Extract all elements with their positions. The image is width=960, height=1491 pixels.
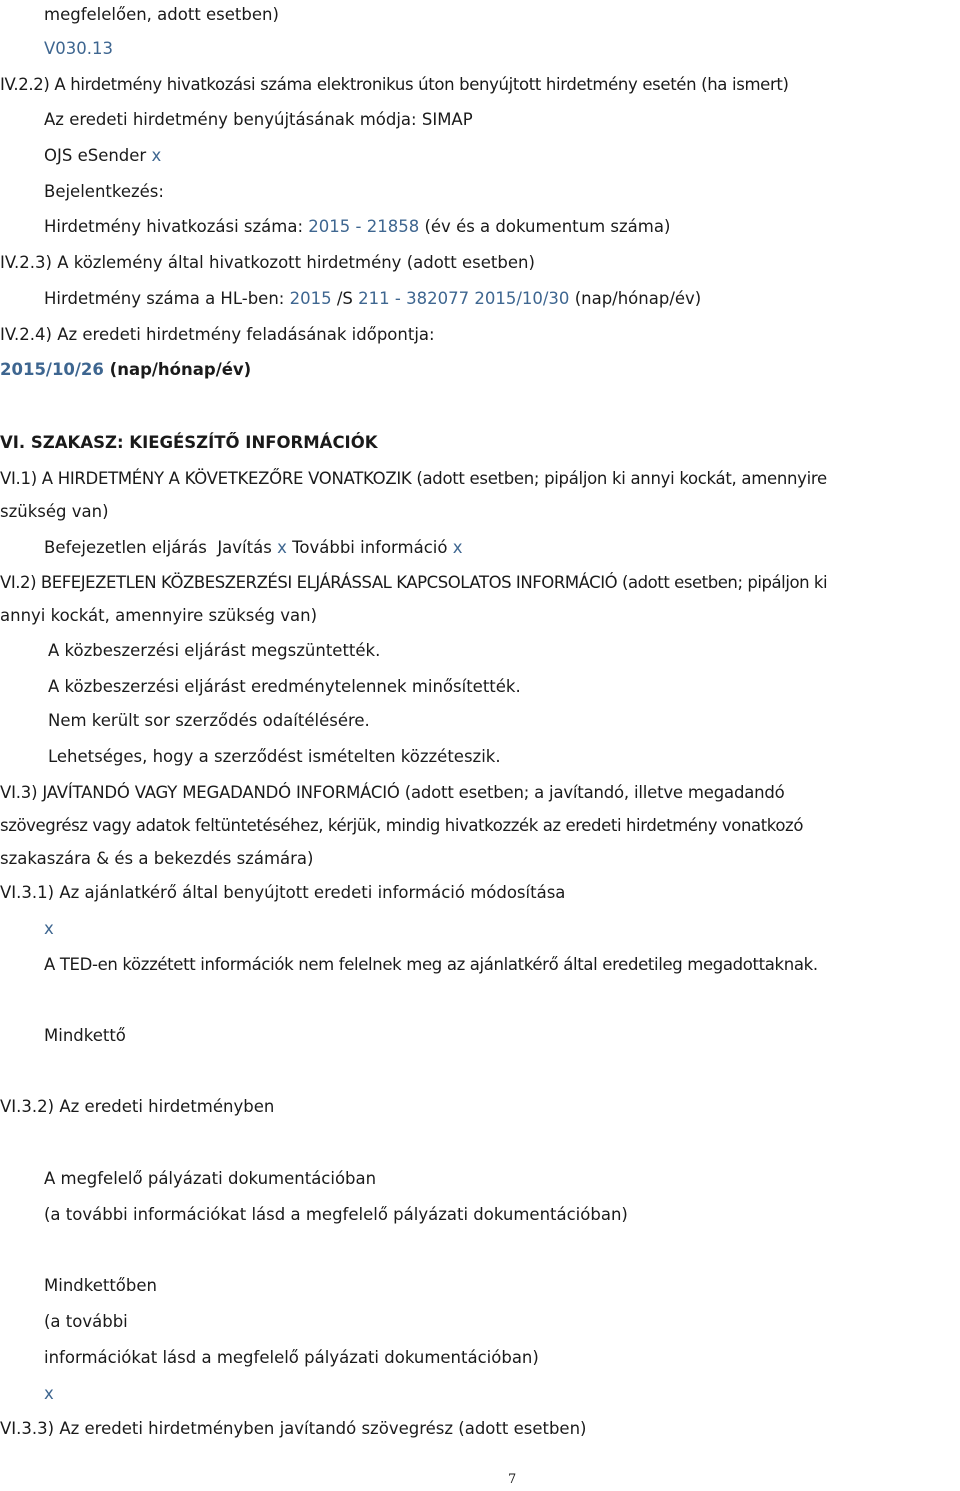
dispatch-date: 2015/10/26 xyxy=(0,360,104,379)
reference-number-label: Hirdetmény hivatkozási száma: xyxy=(44,217,304,236)
version-code: V030.13 xyxy=(44,39,114,58)
vi1-heading-line2: szükség van) xyxy=(0,502,109,521)
vi2-item: A közbeszerzési eljárást eredménytelennek minősítették. xyxy=(48,677,521,696)
oj-notice-year: 2015 xyxy=(289,289,332,308)
option-additional-info: További információ xyxy=(292,538,448,557)
vi2-item: Lehetséges, hogy a szerződést ismételten közzéteszik. xyxy=(48,747,501,766)
vi3-heading-line3: szakaszára & és a bekezdés számára) xyxy=(0,849,314,868)
oj-notice-label: Hirdetmény száma a HL-ben: xyxy=(44,289,285,308)
oj-notice-number: 211 - 382077 xyxy=(358,289,470,308)
vi32-heading: VI.3.2) Az eredeti hirdetményben xyxy=(0,1097,275,1116)
ojs-esender-label: OJS eSender xyxy=(44,146,147,165)
oj-notice-suffix: (nap/hónap/év) xyxy=(574,289,702,308)
option-correction: Javítás xyxy=(217,538,272,557)
reference-number-row xyxy=(44,216,670,238)
vi32-both-note-line2: információkat lásd a megfelelő pályázati dokumentációban) xyxy=(44,1348,539,1367)
vi33-heading: VI.3.3) Az eredeti hirdetményben javítandó szövegrész (adott esetben) xyxy=(0,1419,587,1438)
vi3-heading-line2: szövegrész vagy adatok feltüntetéséhez, kérjük, mindig hivatkozzék az eredeti hirdetmény vonatkozó xyxy=(0,816,804,835)
vi31-both-option: Mindkettő xyxy=(44,1026,126,1045)
page-number: 7 xyxy=(508,1472,517,1487)
reference-number-suffix: (év és a dokumentum száma) xyxy=(424,217,671,236)
vi32-doc-note: (a további információkat lásd a megfelelő pályázati dokumentációban) xyxy=(44,1205,628,1224)
reference-number-value: 2015 - 21858 xyxy=(308,217,420,236)
dispatch-date-suffix: (nap/hónap/év) xyxy=(109,360,252,379)
option-unfinished-procedure: Befejezetlen eljárás xyxy=(44,538,207,557)
vi2-heading-line1: VI.2) BEFEJEZETLEN KÖZBESZERZÉSI ELJÁRÁSSAL KAPCSOLATOS INFORMÁCIÓ (adott esetben; pipáljon ki xyxy=(0,573,828,592)
vi3-heading-line1: VI.3) JAVÍTANDÓ VAGY MEGADANDÓ INFORMÁCIÓ (adott esetben; a javítandó, illetve megadandó xyxy=(0,783,785,802)
login-label: Bejelentkezés: xyxy=(44,182,164,201)
vi1-heading-line1: VI.1) A HIRDETMÉNY A KÖVETKEZŐRE VONATKOZIK (adott esetben; pipáljon ki annyi kockát, amennyire xyxy=(0,469,827,488)
vi32-checkmark: x xyxy=(44,1384,54,1403)
section-iv23-heading: IV.2.3) A közlemény által hivatkozott hirdetmény (adott esetben) xyxy=(0,253,535,272)
section-vi-title: VI. SZAKASZ: KIEGÉSZÍTŐ INFORMÁCIÓK xyxy=(0,433,378,452)
dispatch-date-row xyxy=(0,359,251,381)
vi32-doc-option: A megfelelő pályázati dokumentációban xyxy=(44,1169,377,1188)
vi32-both-note-line1: (a további xyxy=(44,1312,128,1331)
option-correction-checkmark: x xyxy=(277,538,287,557)
section-iv24-heading: IV.2.4) Az eredeti hirdetmény feladásának időpontja: xyxy=(0,325,435,344)
vi31-heading: VI.3.1) Az ajánlatkérő által benyújtott eredeti információ módosítása xyxy=(0,883,566,902)
vi31-ted-option: A TED-en közzétett információk nem felelnek meg az ajánlatkérő által eredetileg megadottaknak. xyxy=(44,955,818,974)
oj-notice-row xyxy=(44,288,701,310)
vi32-both-option: Mindkettőben xyxy=(44,1276,157,1295)
section-iv22-heading: IV.2.2) A hirdetmény hivatkozási száma elektronikus úton benyújtott hirdetmény esetén (ha ismert) xyxy=(0,75,789,94)
ojs-esender-checkmark: x xyxy=(151,146,162,165)
vi2-item: A közbeszerzési eljárást megszüntették. xyxy=(48,641,381,660)
vi1-options-row xyxy=(44,537,463,559)
option-additional-info-checkmark: x xyxy=(452,538,463,557)
ojs-esender-option xyxy=(44,145,161,167)
oj-notice-s: /S xyxy=(336,289,353,308)
oj-notice-date: 2015/10/30 xyxy=(474,289,570,308)
text-fragment: megfelelően, adott esetben) xyxy=(44,5,279,24)
submission-mode: Az eredeti hirdetmény benyújtásának módja: SIMAP xyxy=(44,110,473,129)
vi2-heading-line2: annyi kockát, amennyire szükség van) xyxy=(0,606,318,625)
vi2-item: Nem került sor szerződés odaítélésére. xyxy=(48,711,370,730)
vi31-checkmark: x xyxy=(44,919,54,938)
